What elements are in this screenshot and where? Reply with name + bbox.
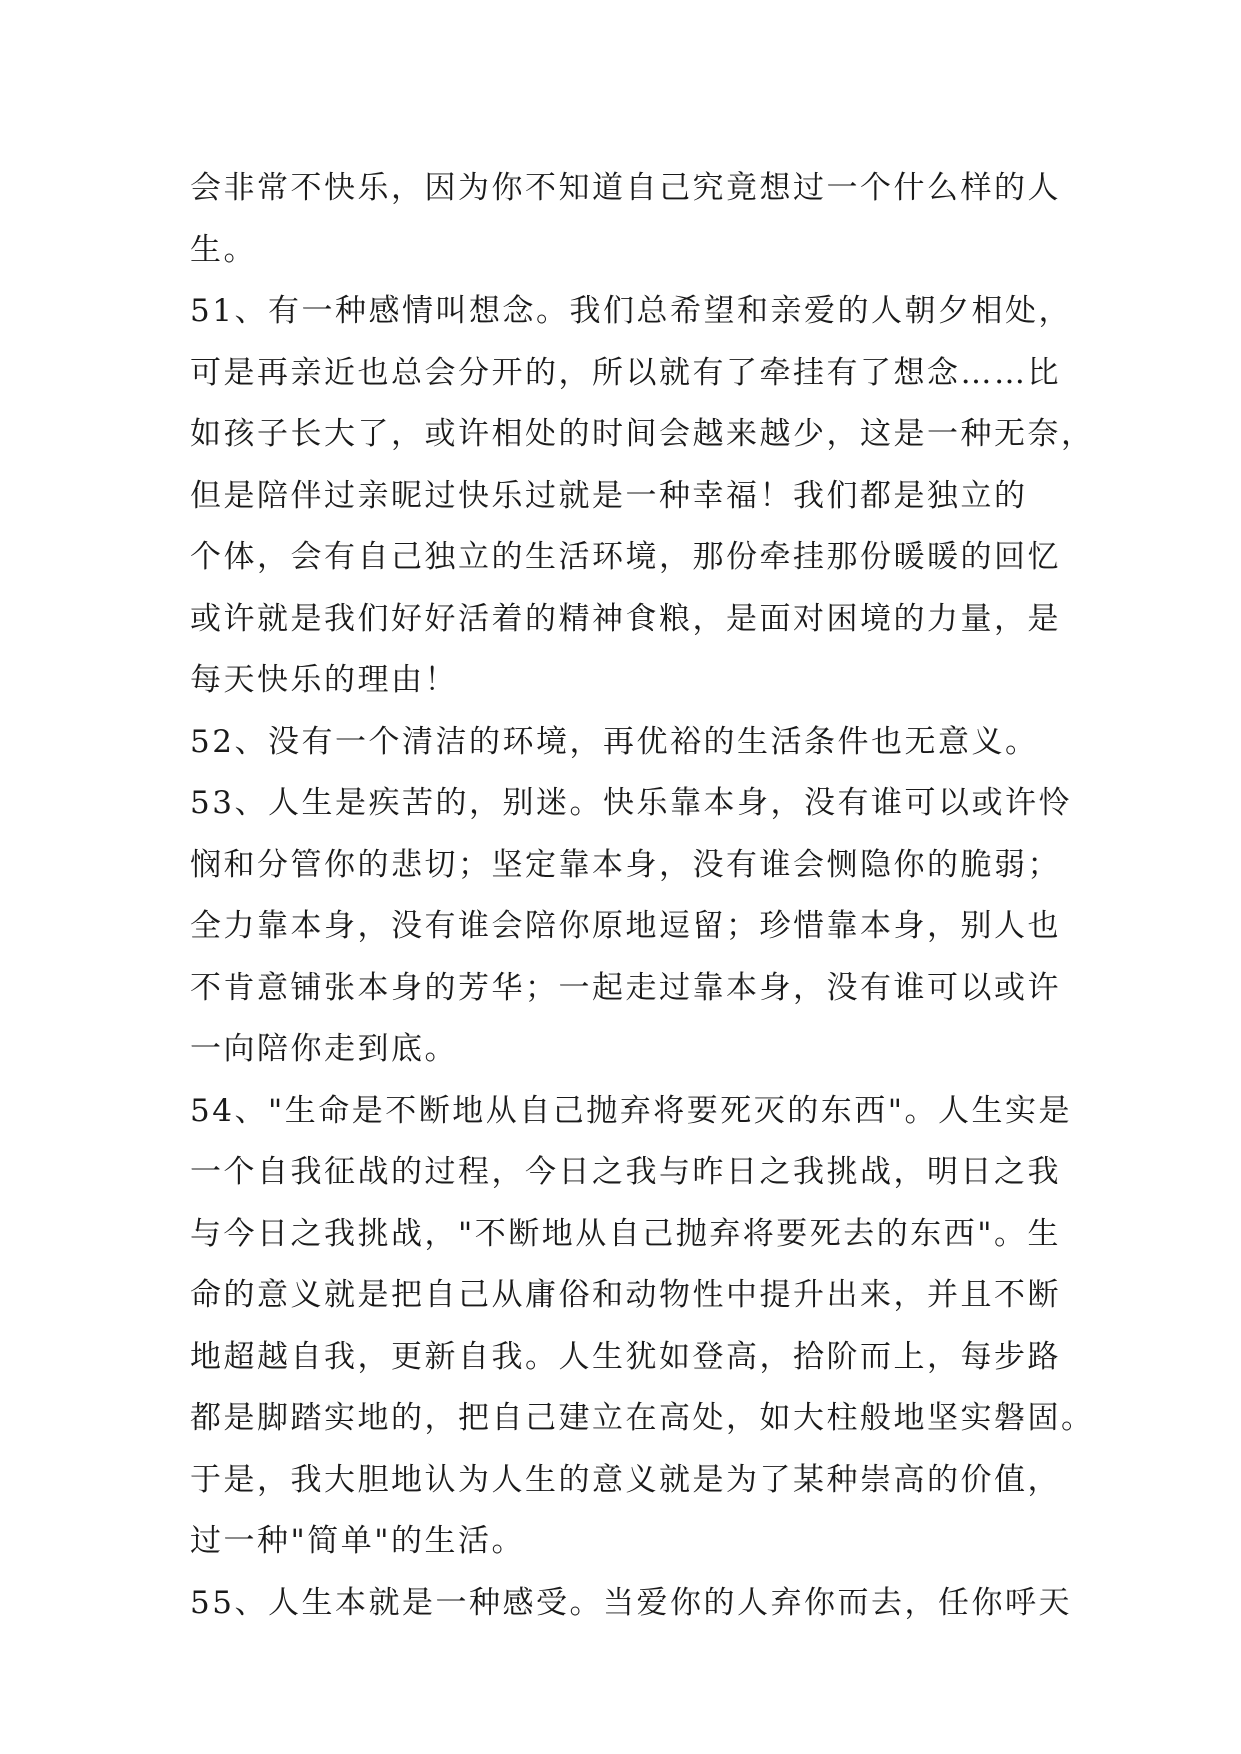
text-line: 每天快乐的理由！ (190, 662, 458, 698)
text-line: 52、没有一个清洁的环境，再优裕的生活条件也无意义。 (190, 723, 1039, 760)
text-line: 会非常不快乐，因为你不知道自己究竟想过一个什么样的人 (190, 170, 1061, 206)
text-line: 于是，我大胆地认为人生的意义就是为了某种崇高的价值， (190, 1461, 1061, 1498)
text-line: 一个自我征战的过程，今日之我与昨日之我挑战，明日之我 (190, 1154, 1061, 1190)
text-line: 55、人生本就是一种感受。当爱你的人弃你而去，任你呼天 (190, 1584, 1072, 1621)
text-line: 命的意义就是把自己从庸俗和动物性中提升出来，并且不断 (190, 1277, 1061, 1313)
text-line: 可是再亲近也总会分开的，所以就有了牵挂有了想念……比 (190, 354, 1061, 391)
text-line: 51、有一种感情叫想念。我们总希望和亲爱的人朝夕相处， (190, 293, 1072, 329)
text-line: 个体，会有自己独立的生活环境，那份牵挂那份暖暖的回忆 (190, 539, 1061, 575)
text-line: 不肯意铺张本身的芳华；一起走过靠本身，没有谁可以或许 (190, 969, 1061, 1006)
text-line: 或许就是我们好好活着的精神食粮，是面对困境的力量，是 (190, 600, 1061, 637)
text-line: 过一种"简单"的生活。 (190, 1523, 526, 1559)
body-text (190, 158, 1095, 1634)
text-line: 一向陪你走到底。 (190, 1031, 458, 1067)
text-line: 但是陪伴过亲昵过快乐过就是一种幸福！我们都是独立的 (190, 477, 1028, 514)
text-line: 全力靠本身，没有谁会陪你原地逗留；珍惜靠本身，别人也 (190, 908, 1061, 944)
text-line: 都是脚踏实地的，把自己建立在高处，如大柱般地坚实磐固。 (190, 1400, 1095, 1436)
text-line: 53、人生是疾苦的，别迷。快乐靠本身，没有谁可以或许怜 (190, 785, 1072, 821)
text-line: 地超越自我，更新自我。人生犹如登高，拾阶而上，每步路 (190, 1338, 1061, 1375)
text-line: 如孩子长大了，或许相处的时间会越来越少，这是一种无奈， (190, 416, 1095, 452)
text-line: 悯和分管你的悲切；坚定靠本身，没有谁会恻隐你的脆弱； (190, 846, 1061, 883)
text-line: 与今日之我挑战，"不断地从自己抛弃将要死去的东西"。生 (190, 1215, 1062, 1252)
text-line: 54、"生命是不断地从自己抛弃将要死灭的东西"。人生实是 (190, 1092, 1072, 1129)
text-line: 生。 (190, 231, 257, 268)
